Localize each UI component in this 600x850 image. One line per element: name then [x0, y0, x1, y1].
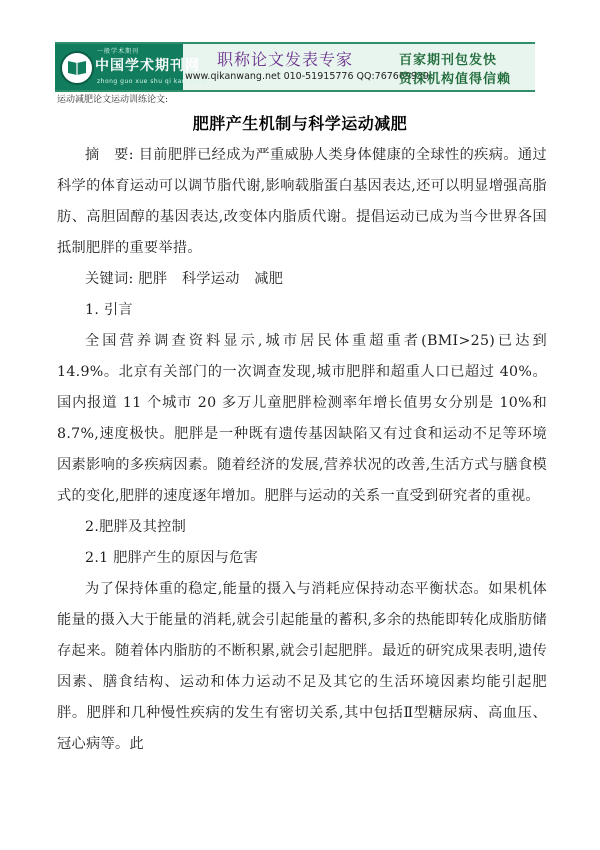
doc-caption: 运动减肥论文运动训练论文:: [57, 95, 169, 105]
promo-line-2: 资深机构值得信赖: [399, 72, 512, 87]
header-banner: [55, 42, 535, 92]
site-logo[interactable]: [55, 44, 207, 90]
logo-name: 中国学术期刊网: [95, 58, 200, 74]
banner-promo: [395, 44, 535, 90]
banner-slogan: 职称论文发表专家: [216, 50, 353, 69]
causes-paragraph: 为了保持体重的稳定,能量的摄入与消耗应保持动态平衡状态。如果机体能量的摄入大于能量的消耗,就会引起能量的蓄积,多余的热能即转化成脂肪储存起来。随着体内脂肪的不断积累,就会引起肥胖。最近的研究成果表明,遗传因素、膳食结构、运动和体力运动不足及其它的生活环境因素均能引起肥胖。肥胖和几种慢性疾病的发生有密切关系,其中包括Ⅱ型糖尿病、高血压、冠心病等。此: [57, 581, 547, 752]
banner-contact[interactable]: www.qikanwang.net 010-51915776 QQ:767669939: [185, 71, 430, 82]
book-icon: [60, 51, 94, 85]
keywords-line: 关键词: 肥胖 科学运动 减肥: [85, 271, 284, 287]
promo-line-1: 百家期刊包发快: [399, 53, 498, 68]
section-heading-obesity-control: 2.肥胖及其控制: [85, 519, 187, 535]
abstract-paragraph: 摘 要: 目前肥胖已经成为严重威胁人类身体健康的全球性的疾病。通过科学的体育运动可以调节脂代谢,影响载脂蛋白基因表达,还可以明显增强高脂肪、高胆固醇的基因表达,改变体内脂质代谢。提倡运动已成为当今世界各国抵制肥胖的重要举措。: [57, 147, 547, 256]
banner-center: [185, 44, 430, 90]
logo-pinyin: zhong guo xue shu qi kan wang: [97, 78, 207, 85]
logo-tagline: 一般学术期刊: [97, 48, 140, 55]
page-title: 肥胖产生机制与科学运动减肥: [192, 114, 408, 133]
subsection-heading-causes: 2.1 肥胖产生的原因与危害: [85, 550, 259, 566]
intro-paragraph: 全国营养调查资料显示,城市居民体重超重者(BMI>25)已达到 14.9%。北京有关部门的一次调查发现,城市肥胖和超重人口已超过 40%。国内报道 11 个城市 20 多万儿童肥胖检测率年增长值男女分别是 10%和 8.7%,速度极快。肥胖是一种既有遗传基因缺陷又有过食和运动不足等环境因素影响的多疾病因素。随着经济的发展,营养状况的改善,生活方式与膳食模式的变化,肥胖的速度逐年增加。肥胖与运动的关系一直受到研究者的重视。: [57, 333, 547, 504]
section-heading-intro: 1. 引言: [85, 302, 133, 318]
